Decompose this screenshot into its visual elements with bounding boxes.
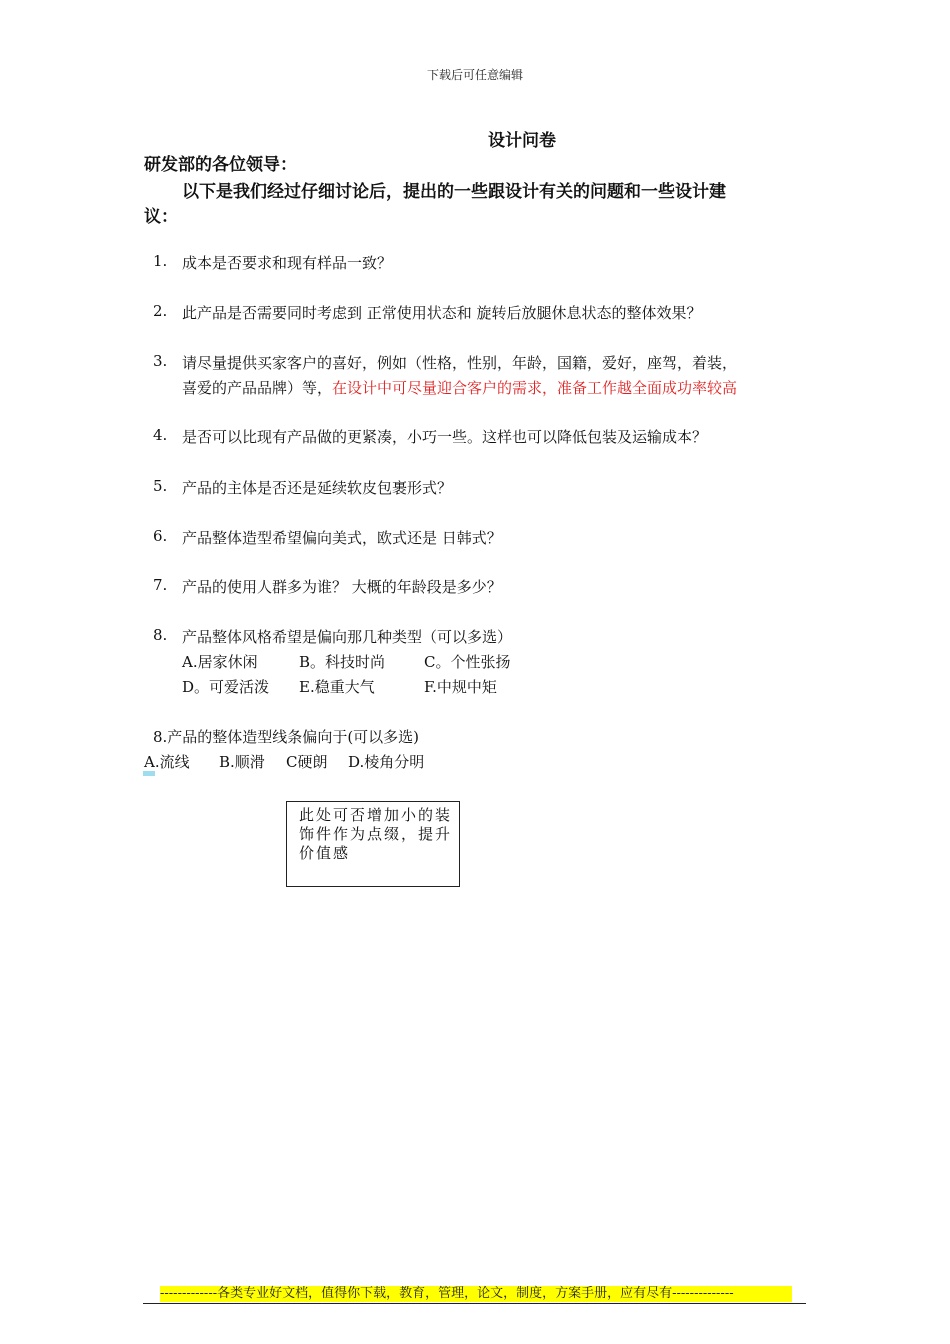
question-number: 2. xyxy=(153,302,168,320)
style-option-d: D。可爱活泼 xyxy=(182,678,270,696)
question-number: 8. xyxy=(153,626,168,644)
line-option-c: C硬朗 xyxy=(286,753,328,771)
question-number: 6. xyxy=(153,527,168,545)
line-option-b: B.顺滑 xyxy=(219,753,265,771)
line-option-d: D.棱角分明 xyxy=(348,753,425,771)
style-option-f: F.中规中矩 xyxy=(424,678,497,696)
note-text: 此处可否增加小的装饰件作为点缀，提升价值感 xyxy=(299,806,453,862)
footer-divider xyxy=(143,1303,806,1304)
document-title: 设计问卷 xyxy=(488,131,556,151)
intro-line-2: 议： xyxy=(144,207,178,227)
question-text: 请尽量提供买家客户的喜好，例如（性格，性别，年龄，国籍，爱好，座驾，着装， xyxy=(182,354,738,372)
line-option-a: A.流线 xyxy=(144,753,190,771)
question-number: 5. xyxy=(153,477,168,495)
question-text: 产品整体风格希望是偏向那几种类型（可以多选） xyxy=(182,628,513,646)
intro-line-1: 以下是我们经过仔细讨论后，提出的一些跟设计有关的问题和一些设计建 xyxy=(182,182,726,202)
question-3-continued xyxy=(182,377,737,398)
question-text: 是否可以比现有产品做的更紧凑，小巧一些。这样也可以降低包装及运输成本？ xyxy=(182,428,708,446)
style-option-e: E.稳重大气 xyxy=(299,678,375,696)
footer-banner: -------------各类专业好文档，值得你下载，教育，管理，论文，制度，方案手册，应有尽有-------------- xyxy=(160,1286,792,1302)
note-text-box xyxy=(286,801,460,887)
style-option-c: C。个性张扬 xyxy=(424,653,511,671)
question-number: 1. xyxy=(153,252,168,270)
question-text: 此产品是否需要同时考虑到 正常使用状态和 旋转后放腿休息状态的整体效果？ xyxy=(182,304,702,322)
style-option-a: A.居家休闲 xyxy=(182,653,258,671)
highlighted-suggestion: 在设计中可尽量迎合客户的需求，准备工作越全面成功率较高 xyxy=(332,379,738,397)
style-option-b: B。科技时尚 xyxy=(299,653,386,671)
question-text: 产品整体造型希望偏向美式，欧式还是 日韩式？ xyxy=(182,529,502,547)
question-text-line2: 喜爱的产品品牌）等， xyxy=(182,379,333,397)
question-number: 4. xyxy=(153,426,168,444)
greeting: 研发部的各位领导： xyxy=(144,155,297,175)
line-style-question: 8.产品的整体造型线条偏向于(可以多选) xyxy=(153,728,420,746)
question-number: 3. xyxy=(153,352,168,370)
question-number: 7. xyxy=(153,576,168,594)
header-note: 下载后可任意编辑 xyxy=(426,68,523,82)
text-cursor-marker xyxy=(143,771,155,776)
question-text: 成本是否要求和现有样品一致？ xyxy=(182,254,393,272)
question-text: 产品的使用人群多为谁？ 大概的年龄段是多少？ xyxy=(182,578,502,596)
question-text: 产品的主体是否还是延续软皮包裹形式？ xyxy=(182,479,453,497)
